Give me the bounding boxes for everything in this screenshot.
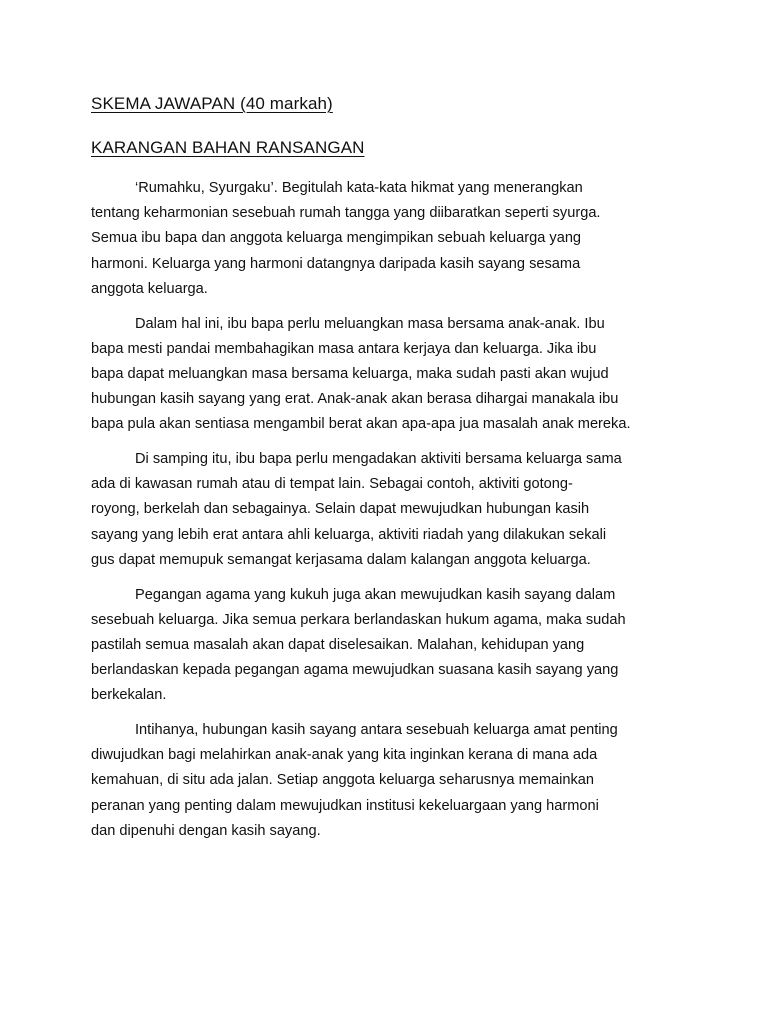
document-title: SKEMA JAWAPAN (40 markah) <box>91 94 333 113</box>
paragraph-4 <box>91 583 691 709</box>
paragraph-line: tentang keharmonian sesebuah rumah tangga yang diibaratkan seperti syurga. <box>91 205 601 222</box>
paragraph-line: ‘Rumahku, Syurgaku’. Begitulah kata-kata hikmat yang menerangkan <box>135 180 583 196</box>
paragraph-line: Dalam hal ini, ibu bapa perlu meluangkan masa bersama anak-anak. Ibu <box>135 315 605 332</box>
paragraph-line: bapa pula akan sentiasa mengambil berat akan apa-apa jua masalah anak mereka. <box>91 416 631 433</box>
paragraph-5 <box>91 718 691 844</box>
paragraph-line: Intihanya, hubungan kasih sayang antara sesebuah keluarga amat penting <box>135 722 618 739</box>
paragraph-line: bapa mesti pandai membahagikan masa antara kerjaya dan keluarga. Jika ibu <box>91 340 597 357</box>
paragraph-line: berlandaskan kepada pegangan agama mewujudkan suasana kasih sayang yang <box>91 662 619 679</box>
paragraph-1 <box>91 176 691 302</box>
paragraph-line: sayang yang lebih erat antara ahli keluarga, aktiviti riadah yang dilakukan sekali <box>91 526 607 543</box>
document-subtitle: KARANGAN BAHAN RANSANGAN <box>91 138 365 157</box>
paragraph-line: Semua ibu bapa dan anggota keluarga mengimpikan sebuah keluarga yang <box>91 230 582 247</box>
paragraph-line: ada di kawasan rumah atau di tempat lain. Sebagai contoh, aktiviti gotong- <box>91 476 573 493</box>
essay-body <box>91 176 691 854</box>
paragraph-3 <box>91 447 691 573</box>
paragraph-line: anggota keluarga. <box>91 280 208 297</box>
paragraph-line: kemahuan, di situ ada jalan. Setiap anggota keluarga seharusnya memainkan <box>91 772 594 789</box>
paragraph-line: Di samping itu, ibu bapa perlu mengadakan aktiviti bersama keluarga sama <box>135 451 622 468</box>
paragraph-line: peranan yang penting dalam mewujudkan institusi kekeluargaan yang harmoni <box>91 797 599 814</box>
paragraph-line: hubungan kasih sayang yang erat. Anak-anak akan berasa dihargai manakala ibu <box>91 391 619 408</box>
paragraph-line: dan dipenuhi dengan kasih sayang. <box>91 822 321 839</box>
paragraph-line: sesebuah keluarga. Jika semua perkara berlandaskan hukum agama, maka sudah <box>91 611 626 628</box>
paragraph-line: Pegangan agama yang kukuh juga akan mewujudkan kasih sayang dalam <box>135 586 616 603</box>
paragraph-line: bapa dapat meluangkan masa bersama keluarga, maka sudah pasti akan wujud <box>91 365 609 382</box>
paragraph-line: diwujudkan bagi melahirkan anak-anak yang kita inginkan kerana di mana ada <box>91 747 598 764</box>
paragraph-line: pastilah semua masalah akan dapat diselesaikan. Malahan, kehidupan yang <box>91 636 585 653</box>
paragraph-line: berkekalan. <box>91 687 167 704</box>
paragraph-2 <box>91 312 691 438</box>
paragraph-line: harmoni. Keluarga yang harmoni datangnya daripada kasih sayang sesama <box>91 255 581 272</box>
paragraph-line: royong, berkelah dan sebagainya. Selain dapat mewujudkan hubungan kasih <box>91 501 590 518</box>
paragraph-line: gus dapat memupuk semangat kerjasama dalam kalangan anggota keluarga. <box>91 551 591 568</box>
